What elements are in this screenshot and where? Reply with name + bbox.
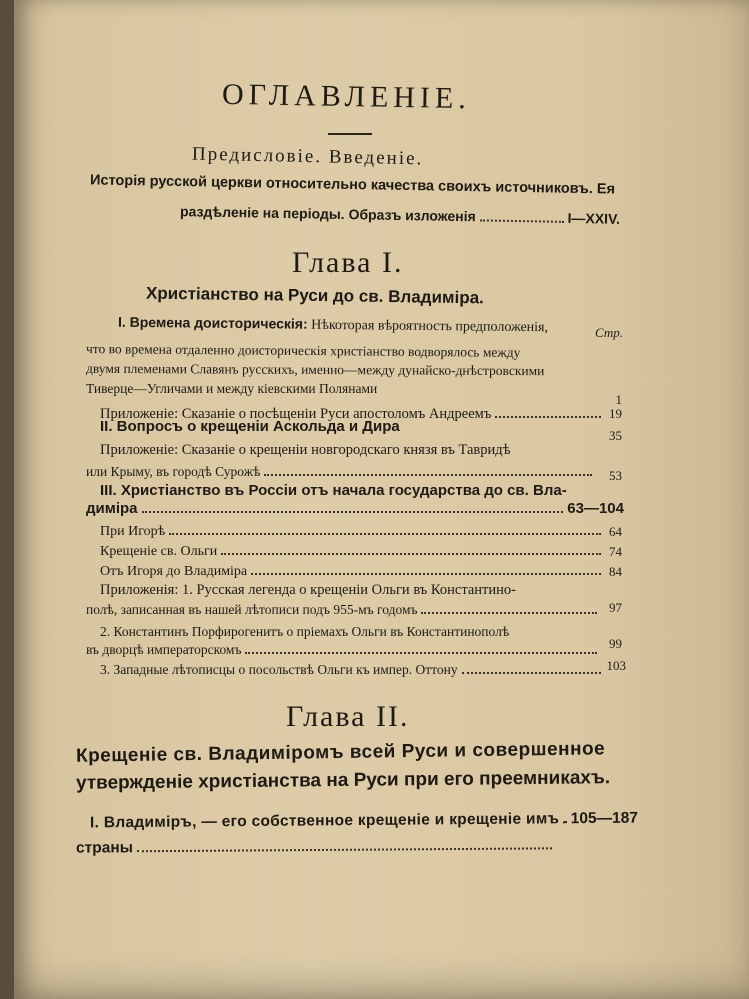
appendix-2-line-2 [86, 464, 596, 480]
dot-leader [462, 672, 601, 674]
section-1-line-4: Тиверце—Угличами и между кіевскими Полянами [86, 381, 378, 396]
chapter-2-heading: Глава II. [286, 700, 410, 733]
dot-leader [142, 511, 564, 513]
chapter-2-section-1-text: I. Владиміръ, — его собственное крещеніе и крещеніе имъ [89, 810, 560, 832]
intro-line-1: Исторія русской церкви относительно качества своихъ источниковъ. Ея [89, 172, 616, 198]
entry-igor-page: 64 [609, 524, 622, 539]
appendices-2-line-2 [86, 642, 601, 658]
entry-igor-vladimir [100, 564, 605, 580]
chapter-1-title: Христіанство на Руси до св. Владиміра. [145, 283, 484, 308]
appendices-page-2: 99 [609, 636, 622, 651]
appendices-page-1: 97 [609, 600, 622, 615]
preface-heading: Предисловіе. Введеніе. [191, 143, 424, 170]
toc-title: ОГЛАВЛЕНІЕ. [221, 77, 472, 116]
chapter-2-section-1-pages: 105—187 [570, 809, 639, 828]
appendices-3-text: 3. Западные лѣтописцы о посольствѣ Ольги къ импер. Оттону [100, 662, 458, 677]
book-spine-edge [0, 0, 14, 999]
appendices-line-2-text: полѣ, записанная въ нашей лѣтописи подъ 955-мъ годомъ [86, 602, 418, 617]
section-1-heading: I. Времена доисторическія: [117, 313, 308, 332]
entry-olga-page: 74 [609, 544, 622, 559]
chapter-2-title-line-1: Крещеніе св. Владиміромъ всей Руси и совершенное [75, 738, 606, 767]
title-rule [328, 133, 372, 135]
str-label: Стр. [595, 325, 623, 340]
appendices-2-line-1: 2. Константинъ Порфирогенитъ о пріемахъ Ольги въ Константинополѣ [100, 624, 510, 639]
section-3-line-2 [86, 500, 624, 517]
appendix-1-text: Приложеніе: Сказаніе о посѣщеніи Руси апостоломъ Андреемъ [100, 406, 492, 422]
section-2-page: 35 [609, 428, 622, 443]
chapter-1-heading: Глава I. [292, 246, 404, 279]
chapter-2-section-1-line-2 [76, 836, 556, 857]
dot-leader [563, 821, 567, 823]
appendix-2-page: 53 [609, 468, 622, 483]
dot-leader [169, 533, 601, 535]
appendices-2-line-2-text: въ дворцѣ императорскомъ [86, 642, 242, 657]
entry-olga-text: Крещеніе св. Ольги [100, 544, 218, 559]
section-1-page: 1 [615, 392, 622, 407]
appendix-1-page: 19 [609, 406, 622, 421]
section-1-line-3: двумя племенами Славянъ русскихъ, именно—между дунайско-днѣстровскими [85, 360, 545, 379]
entry-olga [100, 544, 605, 560]
chapter-2-section-1-text-2: страны [75, 839, 133, 857]
entry-igor-text: При Игорѣ [100, 524, 166, 539]
section-1-text: Нѣкоторая вѣроятность предположенія, [311, 317, 549, 336]
appendices-line-2 [86, 602, 601, 618]
appendices-3-row [100, 662, 605, 678]
dot-leader [495, 416, 601, 418]
section-1-line-2: что во времена отдаленно доисторическія христіанство водворялось между [85, 341, 521, 360]
dot-leader [480, 219, 564, 222]
dot-leader [221, 553, 601, 555]
entry-igor-vladimir-text: Отъ Игоря до Владиміра [100, 564, 248, 579]
dot-leader [251, 573, 601, 575]
section-3-line-1: III. Христіанство въ Россіи отъ начала государства до св. Вла- [100, 482, 567, 499]
section-2-heading: II. Вопросъ о крещеніи Аскольда и Дира [100, 418, 400, 435]
dot-leader [264, 474, 592, 476]
section-3-text: диміра [86, 500, 138, 517]
entry-igor-vladimir-page: 84 [609, 564, 622, 579]
appendices-page-3: 103 [606, 658, 626, 673]
section-3-pages: 63—104 [567, 500, 624, 517]
appendix-2-line-1: Приложеніе: Сказаніе о крещеніи новгородскаго князя въ Тавридѣ [100, 442, 511, 458]
intro-pages: I—XXIV. [567, 209, 621, 227]
dot-leader [245, 652, 597, 654]
chapter-2-title-line-2: утвержденіе христіанства на Руси при его преемникахъ. [75, 767, 611, 794]
intro-line-2-text: раздѣленіе на періоды. Образъ изложенія [179, 203, 476, 225]
dot-leader [137, 847, 552, 852]
appendices-line-1: Приложенія: 1. Русская легенда о крещеніи Ольги въ Константино- [100, 582, 516, 598]
dot-leader [421, 612, 597, 614]
appendix-2-text: или Крыму, въ городѣ Сурожѣ [86, 464, 261, 479]
entry-igor [100, 524, 605, 540]
